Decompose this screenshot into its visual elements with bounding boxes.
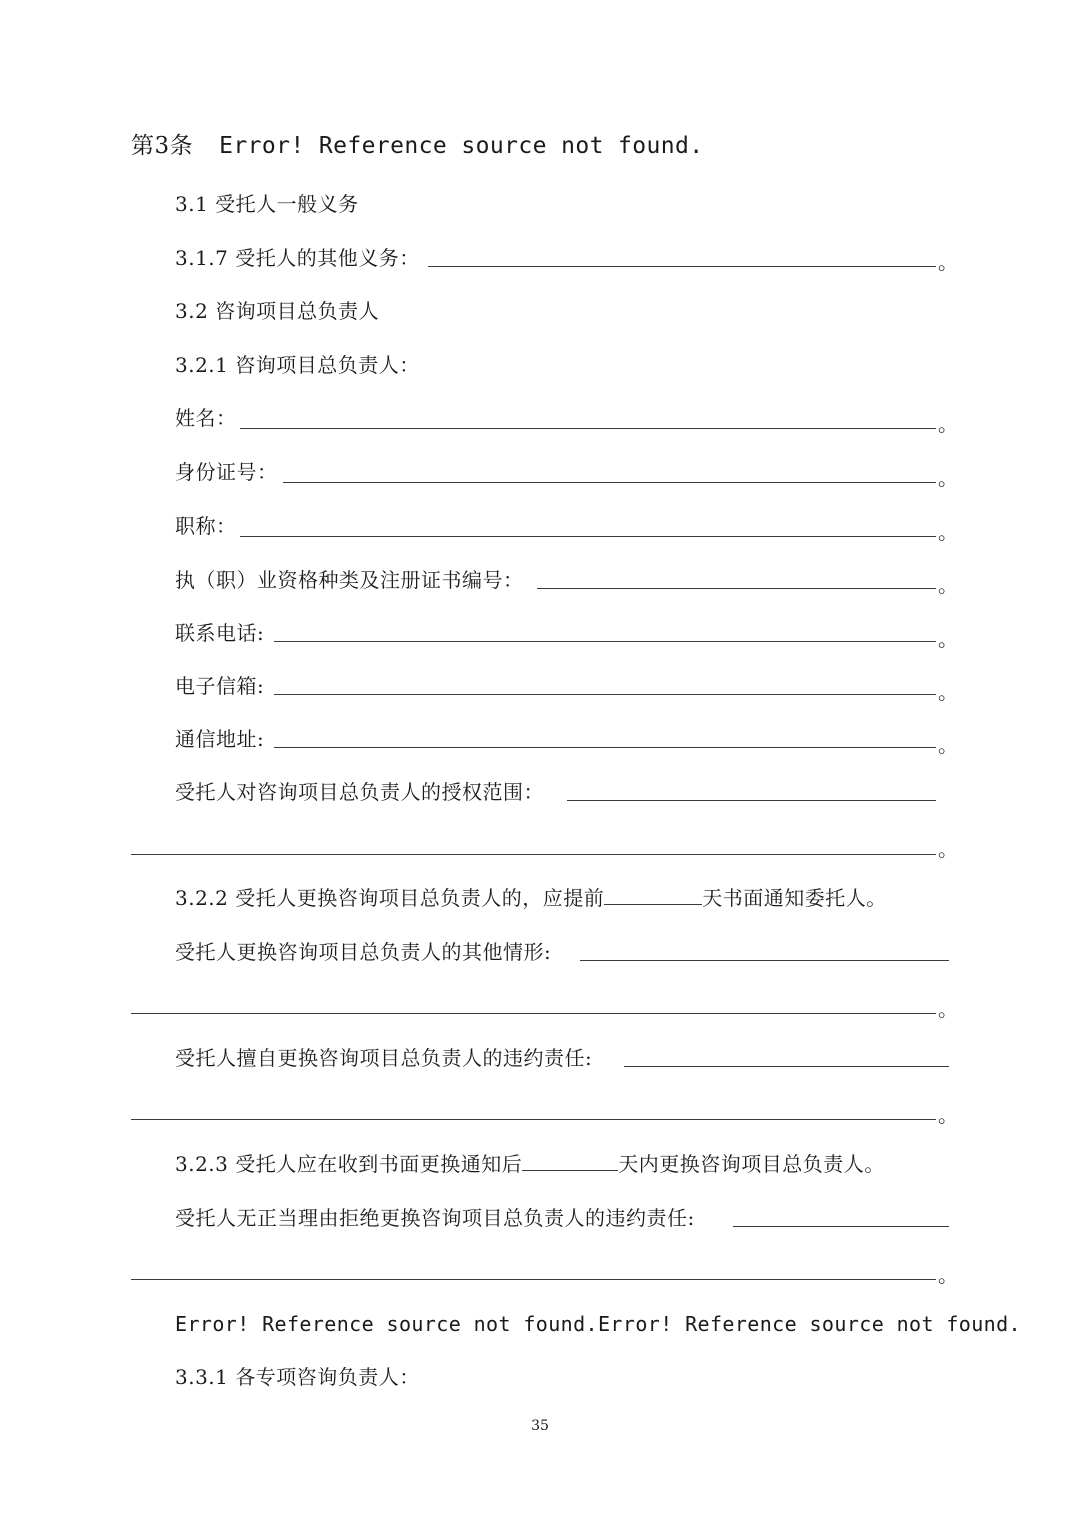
phone-label: 联系电话: <box>175 621 265 645</box>
unauthorized-change-label: 受托人擅自更换咨询项目总负责人的违约责任: <box>175 1046 593 1070</box>
id-number-label: 身份证号： <box>175 460 278 484</box>
other-duties-label: 3.1.7 受托人的其他义务： <box>175 246 420 270</box>
name-blank[interactable] <box>240 428 936 429</box>
authority-scope-blank-2[interactable] <box>131 854 936 855</box>
name-label: 姓名： <box>175 406 237 430</box>
authority-scope-blank-1[interactable] <box>567 800 936 801</box>
period-mark: 。 <box>938 1103 958 1127</box>
email-blank[interactable] <box>274 694 936 695</box>
address-blank[interactable] <box>274 747 936 748</box>
notice-period-text-b: 天书面通知委托人。 <box>702 886 887 910</box>
other-cases-blank-1[interactable] <box>580 960 949 961</box>
job-title-label: 职称： <box>175 514 237 538</box>
replacement-days-blank[interactable] <box>522 1150 618 1171</box>
refusal-label: 受托人无正当理由拒绝更换咨询项目总负责人的违约责任: <box>175 1206 695 1230</box>
section-3-1-title: 3.1 受托人一般义务 <box>175 192 359 216</box>
email-label: 电子信箱: <box>175 674 265 698</box>
job-title-blank[interactable] <box>240 536 936 537</box>
address-label: 通信地址: <box>175 727 265 751</box>
refusal-blank-1[interactable] <box>733 1226 949 1227</box>
replacement-text-a: 3.2.3 受托人应在收到书面更换通知后 <box>175 1152 523 1176</box>
period-mark: 。 <box>938 680 958 704</box>
replacement-text-b: 天内更换咨询项目总负责人。 <box>618 1152 885 1176</box>
unauthorized-change-blank-1[interactable] <box>624 1066 949 1067</box>
reference-error-line: Error! Reference source not found.Error! Reference source not found. <box>175 1312 1021 1336</box>
period-mark: 。 <box>938 837 958 861</box>
other-cases-blank-2[interactable] <box>131 1013 936 1014</box>
period-mark: 。 <box>938 520 958 544</box>
period-mark: 。 <box>938 627 958 651</box>
period-mark: 。 <box>938 466 958 490</box>
period-mark: 。 <box>938 250 958 274</box>
period-mark: 。 <box>938 573 958 597</box>
authority-scope-label: 受托人对咨询项目总负责人的授权范围： <box>175 780 544 804</box>
page-number: 35 <box>531 1418 549 1434</box>
unauthorized-change-blank-2[interactable] <box>131 1119 936 1120</box>
qualification-label: 执（职）业资格种类及注册证书编号： <box>175 568 524 592</box>
other-cases-label: 受托人更换咨询项目总负责人的其他情形: <box>175 940 552 964</box>
article-number: 第3条 <box>131 133 194 159</box>
period-mark: 。 <box>938 412 958 436</box>
period-mark: 。 <box>938 733 958 757</box>
notice-period-line <box>175 884 887 912</box>
notice-period-text-a: 3.2.2 受托人更换咨询项目总负责人的，应提前 <box>175 886 605 910</box>
notice-days-blank[interactable] <box>604 884 702 905</box>
article-heading <box>131 132 704 160</box>
phone-blank[interactable] <box>274 641 936 642</box>
special-consultants-label: 3.3.1 各专项咨询负责人： <box>175 1365 420 1389</box>
replacement-line <box>175 1150 885 1178</box>
refusal-blank-2[interactable] <box>131 1279 936 1280</box>
section-3-2-title: 3.2 咨询项目总负责人 <box>175 299 380 323</box>
period-mark: 。 <box>938 1263 958 1287</box>
project-lead-label: 3.2.1 咨询项目总负责人： <box>175 353 420 377</box>
id-number-blank[interactable] <box>283 482 936 483</box>
article-title: Error! Reference source not found. <box>219 133 704 159</box>
other-duties-blank[interactable] <box>428 266 936 267</box>
period-mark: 。 <box>938 997 958 1021</box>
qualification-blank[interactable] <box>537 588 936 589</box>
